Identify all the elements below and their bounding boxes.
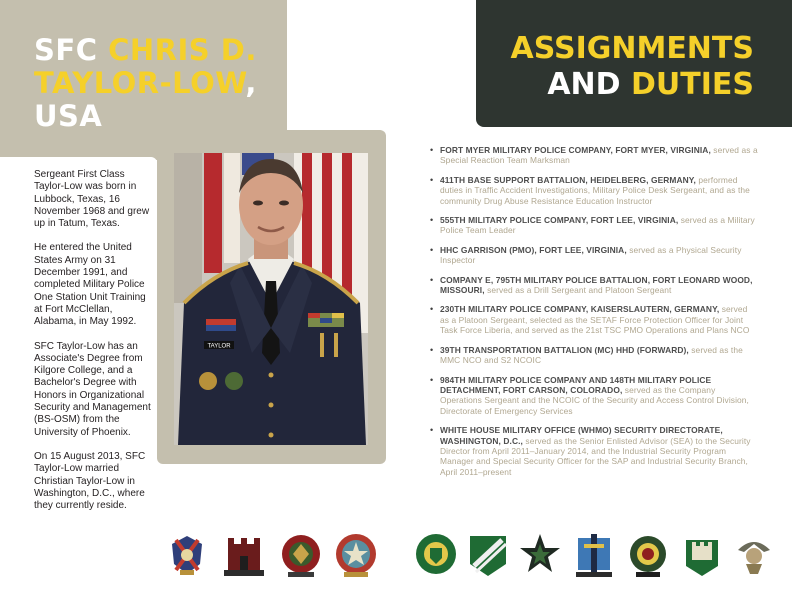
green-oval-insignia <box>626 530 670 580</box>
name-suffix: , USA <box>34 66 257 133</box>
last-name: TAYLOR-LOW <box>34 66 246 100</box>
assignment-unit: 230TH MILITARY POLICE COMPANY, KAISERSLAUTERN, GERMANY, <box>440 304 720 315</box>
green-stripe-insignia <box>466 530 510 580</box>
assignment-unit: COMPANY E, 795TH MILITARY POLICE BATTALION, FORT LEONARD WOOD, MISSOURI, <box>440 274 753 296</box>
assignment-unit: 555TH MILITARY POLICE COMPANY, FORT LEE, VIRGINIA, <box>440 215 679 226</box>
bio-paragraph: He entered the United States Army on 31 December 1991, and completed Military Police One Station Unit Training at Fort McClellan, Alabama, in May 1992. <box>34 242 146 328</box>
black-star-insignia <box>518 530 562 580</box>
assignment-item <box>428 304 758 335</box>
assignment-item <box>428 345 758 366</box>
blue-sword-insignia <box>572 530 616 580</box>
assignments-list <box>428 145 758 486</box>
rank: SFC <box>34 33 98 67</box>
assignment-item <box>428 145 758 166</box>
assignment-item <box>428 215 758 236</box>
assignment-item <box>428 275 758 296</box>
name-panel-extension <box>0 130 160 160</box>
star-shield-insignia <box>334 530 378 580</box>
assignment-item <box>428 425 758 477</box>
biography <box>34 169 156 524</box>
bio-paragraph: On 15 August 2013, SFC Taylor-Low married Christian Taylor-Low in Washington, D.C., where they currently reside. <box>34 450 146 512</box>
portrait-illustration <box>174 153 368 445</box>
bullet-icon: • <box>430 425 434 436</box>
bullet-icon: • <box>430 304 434 315</box>
title-duties: DUTIES <box>631 67 754 102</box>
portrait-photo <box>174 153 368 445</box>
assignment-unit: HHC GARRISON (PMO), FORT LEE, VIRGINIA, <box>440 244 627 255</box>
assignment-duty: served as a Military Police Team Leader <box>440 215 755 236</box>
bullet-icon: • <box>430 344 434 355</box>
bullet-icon: • <box>430 215 434 226</box>
bullet-icon: • <box>430 374 434 385</box>
assignment-duty: served as the Senior Enlisted Advisor (SEA) to the Security Director from April 2011–January 2014, and the Industrial Security Program Manager and Special Security Officer for the SAP and Industrial Security Branch, April 2011–present <box>440 435 751 477</box>
assignment-duty: served as the MMC NCO and S2 NCOIC <box>440 344 743 366</box>
bullet-icon: • <box>430 244 434 255</box>
title-assignments: ASSIGNMENTS <box>510 31 754 66</box>
first-name: CHRIS D. <box>108 33 257 67</box>
bio-paragraph: Sergeant First Class Taylor-Low was born in Lubbock, Texas, 16 November 1968 and grew up in Tatum, Texas. <box>34 169 150 230</box>
assignment-duty: served as a Drill Sergeant and Platoon Sergeant <box>484 285 672 296</box>
wreath-insignia <box>280 530 322 580</box>
assignment-item <box>428 175 758 206</box>
assignment-unit: 411TH BASE SUPPORT BATTALION, HEIDELBERG, GERMANY, <box>440 174 696 185</box>
nameplate: TAYLOR <box>207 343 231 350</box>
soldier-name <box>34 34 284 133</box>
castle-insignia <box>222 530 266 580</box>
assignment-duty: served as a Physical Security Inspector <box>440 244 742 266</box>
crossed-flags-insignia <box>166 530 208 580</box>
eagle-insignia <box>734 530 774 580</box>
bullet-icon: • <box>430 174 434 185</box>
assignment-unit: FORT MYER MILITARY POLICE COMPANY, FORT MYER, VIRGINIA, <box>440 145 711 155</box>
assignment-unit: 984TH MILITARY POLICE COMPANY AND 148TH MILITARY POLICE DETACHMENT, FORT CARSON, COLORADO, <box>440 374 712 395</box>
bio-paragraph: SFC Taylor-Low has an Associate's Degree from Kilgore College, and a Bachelor's Degree with Honors in Organizational Security and Management (BS-OSM) from the University of Phoenix. <box>34 340 151 438</box>
assignment-duty: served as a Special Reaction Team Marksman <box>440 145 758 166</box>
assignment-item <box>428 375 758 417</box>
title-and: AND <box>547 67 621 102</box>
assignments-title <box>510 31 754 103</box>
assignment-duty: performed duties in Traffic Accident Investigations, Military Police Desk Sergeant, and as the community Drug Abuse Resistance Education Instructor <box>440 174 750 206</box>
assignment-item <box>428 245 758 266</box>
assignments-header <box>476 0 792 127</box>
assignment-duty: served as the Company Operations Sergeant and the NCOIC of the Security and Access Control Division, Directorate of Emergency Services <box>440 384 749 416</box>
bullet-icon: • <box>430 145 434 155</box>
bullet-icon: • <box>430 274 434 285</box>
green-castle-insignia <box>680 530 724 580</box>
assignment-duty: served as a Platoon Sergeant, selected as the SETAF Force Protection Officer for Joint Task Force Liberia, and served as the 21st TSC PMO Operations and Plans NCO <box>440 304 750 336</box>
mp-shield-insignia <box>414 530 458 580</box>
assignment-unit: 39TH TRANSPORTATION BATTALION (MC) HHD (FORWARD), <box>440 344 689 355</box>
assignment-unit: WHITE HOUSE MILITARY OFFICE (WHMO) SECURITY DIRECTORATE, WASHINGTON, D.C., <box>440 425 723 446</box>
